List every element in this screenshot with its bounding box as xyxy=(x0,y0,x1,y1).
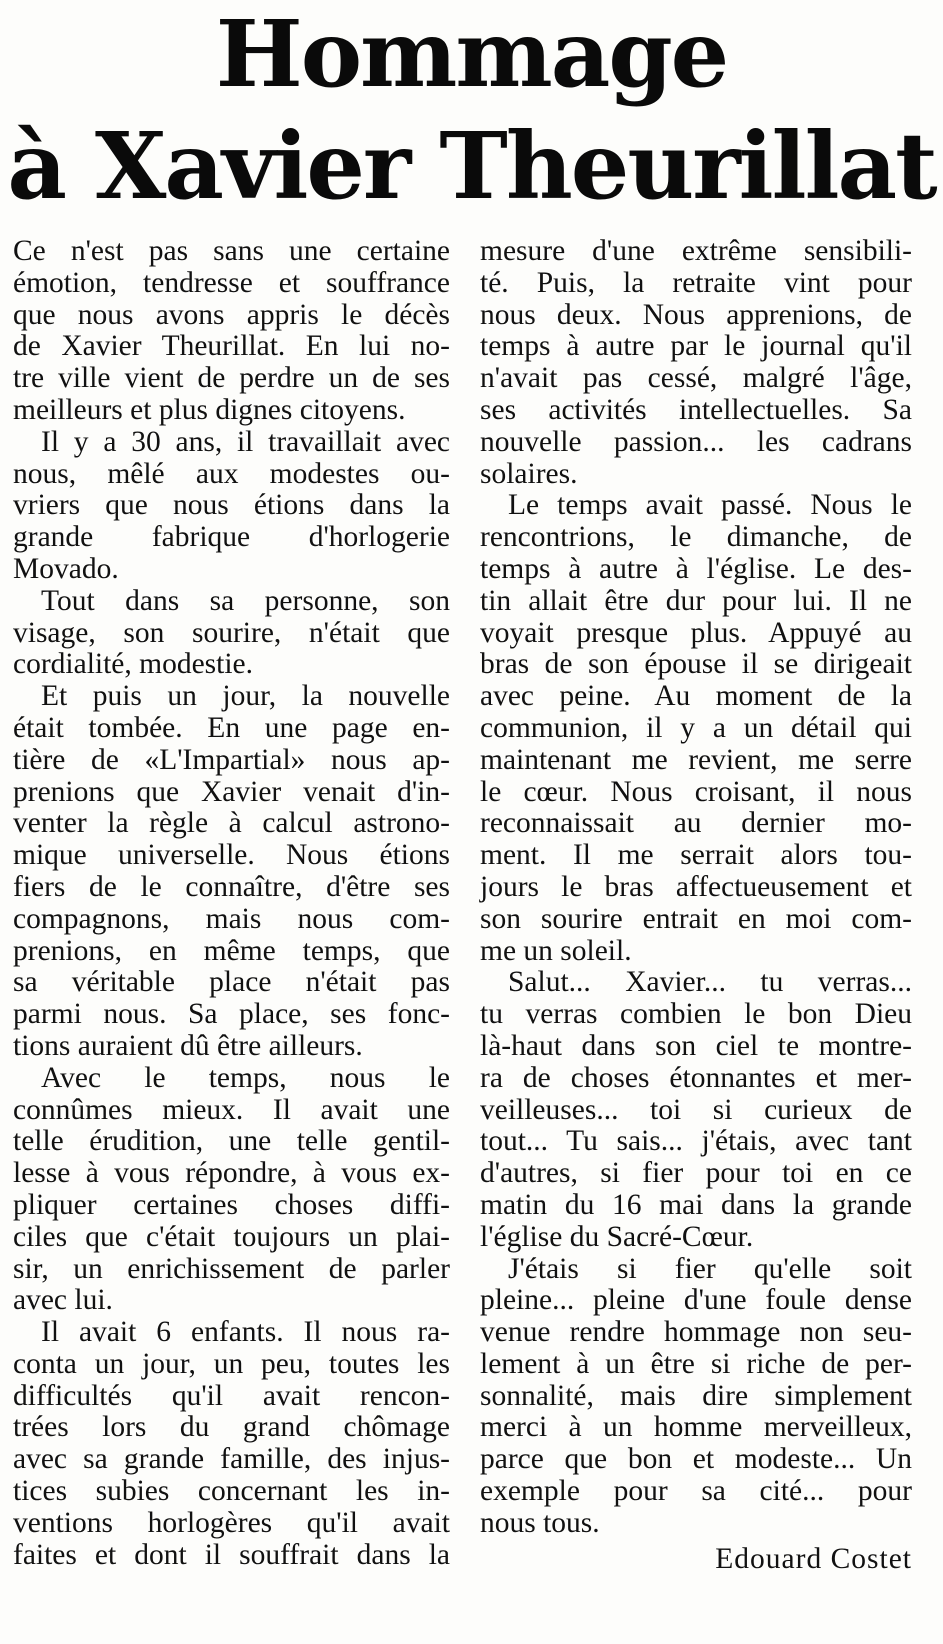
right-column-line: lement à un être si riche de per- xyxy=(480,1347,912,1380)
left-column-line: de Xavier Theurillat. En lui no- xyxy=(13,330,450,363)
left-column-line: Avec le temps, nous le xyxy=(41,1061,450,1094)
right-column-line: parce que bon et modeste... Un xyxy=(480,1443,912,1476)
right-column-line: reconnaissait au dernier mo- xyxy=(480,807,912,840)
headline-line-1: Hommage xyxy=(215,0,728,108)
right-column-line: Le temps avait passé. Nous le xyxy=(508,489,912,522)
left-column-line: vriers que nous étions dans la xyxy=(13,489,450,522)
left-column-line: telle érudition, une telle gentil- xyxy=(13,1125,450,1158)
left-column-line: compagnons, mais nous com- xyxy=(13,902,450,935)
left-column-line: faites et dont il souffrait dans la xyxy=(13,1538,450,1571)
article-column-right xyxy=(480,236,912,1575)
left-column-line: sa véritable place n'était pas xyxy=(13,966,450,999)
left-column-line: Il avait 6 enfants. Il nous ra- xyxy=(41,1316,450,1349)
right-column-line: merci à un homme merveilleux, xyxy=(480,1411,912,1444)
left-column-line: avec sa grande famille, des injus- xyxy=(13,1443,450,1476)
article-column-left xyxy=(13,236,450,1571)
right-column-line: ra de choses étonnantes et mer- xyxy=(480,1061,912,1094)
left-column-line: ciles que c'était toujours un plai- xyxy=(13,1220,450,1253)
right-column-line: nous deux. Nous apprenions, de xyxy=(480,298,912,331)
left-column-line: mique universelle. Nous étions xyxy=(13,839,450,872)
left-column-line: Tout dans sa personne, son xyxy=(41,584,450,617)
left-column-line: émotion, tendresse et souffrance xyxy=(13,266,450,299)
headline-line-2: à Xavier Theurillat xyxy=(7,112,936,220)
left-column-line: connûmes mieux. Il avait une xyxy=(13,1093,450,1126)
right-column-line: me un soleil. xyxy=(480,934,632,967)
left-column-line: tière de «L'Impartial» nous ap- xyxy=(13,743,450,776)
left-column-line: tices subies concernant les in- xyxy=(13,1475,450,1508)
right-column-line: veilleuses... toi si curieux de xyxy=(480,1093,912,1126)
right-column-line: tu verras combien le bon Dieu xyxy=(480,998,912,1031)
right-column-line: solaires. xyxy=(480,457,578,490)
left-column-line: cordialité, modestie. xyxy=(13,648,254,681)
left-column-line: sir, un enrichissement de parler xyxy=(13,1252,450,1285)
left-column-line: Il y a 30 ans, il travaillait avec xyxy=(41,425,450,458)
left-column-line: pliquer certaines choses diffi- xyxy=(13,1188,450,1221)
right-column-line: n'avait pas cessé, malgré l'âge, xyxy=(480,362,912,395)
right-column-line: J'étais si fier qu'elle soit xyxy=(508,1252,912,1285)
right-column-line: communion, il y a un détail qui xyxy=(480,711,912,744)
right-column-line: nouvelle passion... les cadrans xyxy=(480,425,912,458)
left-column-line: parmi nous. Sa place, ses fonc- xyxy=(13,998,450,1031)
author-signature: Edouard Costet xyxy=(715,1542,912,1575)
right-column-line: là-haut dans son ciel te montre- xyxy=(480,1029,912,1062)
left-column-line: était tombée. En une page en- xyxy=(13,711,450,744)
right-column-line: tin allait être dur pour lui. Il ne xyxy=(480,584,912,617)
right-column-line: maintenant me revient, me serre xyxy=(480,743,912,776)
right-column-line: venue rendre hommage non seu- xyxy=(480,1316,912,1349)
right-column-line: son sourire entrait en moi com- xyxy=(480,902,912,935)
left-column-line: tre ville vient de perdre un de ses xyxy=(13,362,450,395)
right-column-line: Salut... Xavier... tu verras... xyxy=(508,966,912,999)
right-column-line: tout... Tu sais... j'étais, avec tant xyxy=(480,1125,912,1158)
right-column-line: rencontrions, le dimanche, de xyxy=(480,521,912,554)
right-column-line: sonnalité, mais dire simplement xyxy=(480,1379,912,1412)
right-column-line: jours le bras affectueusement et xyxy=(480,870,912,903)
left-column-line: tions auraient dû être ailleurs. xyxy=(13,1029,363,1062)
left-column-line: lesse à vous répondre, à vous ex- xyxy=(13,1157,450,1190)
right-column-line: avec peine. Au moment de la xyxy=(480,680,912,713)
right-column-line: le cœur. Nous croisant, il nous xyxy=(480,775,912,808)
right-column-line: mesure d'une extrême sensibili- xyxy=(480,235,912,267)
left-column-line: trées lors du grand chômage xyxy=(13,1411,450,1444)
left-column-line: conta un jour, un peu, toutes les xyxy=(13,1347,450,1380)
left-column-line: prenions que Xavier venait d'in- xyxy=(13,775,450,808)
left-column-line: grande fabrique d'horlogerie xyxy=(13,521,450,554)
left-column-line: meilleurs et plus dignes citoyens. xyxy=(13,393,406,426)
left-column-line: ventions horlogères qu'il avait xyxy=(13,1506,450,1539)
right-column-line: d'autres, si fier pour toi en ce xyxy=(480,1157,912,1190)
right-column-line: temps à autre à l'église. Le des- xyxy=(480,552,912,585)
left-column-line: avec lui. xyxy=(13,1284,113,1317)
right-column-line: ses activités intellectuelles. Sa xyxy=(480,393,912,426)
right-column-line: l'église du Sacré-Cœur. xyxy=(480,1220,754,1253)
right-column-line: té. Puis, la retraite vint pour xyxy=(480,266,912,299)
right-column-line: temps à autre par le journal qu'il xyxy=(480,330,912,363)
left-column-line: nous, mêlé aux modestes ou- xyxy=(13,457,450,490)
right-column-line: matin du 16 mai dans la grande xyxy=(480,1188,912,1221)
left-column-line: que nous avons appris le décès xyxy=(13,298,450,331)
right-column-line: bras de son épouse il se dirigeait xyxy=(480,648,912,681)
left-column-line: visage, son sourire, n'était que xyxy=(13,616,450,649)
left-column-line: fiers de le connaître, d'être ses xyxy=(13,870,450,903)
left-column-line: difficultés qu'il avait rencon- xyxy=(13,1379,450,1412)
right-column-line: voyait presque plus. Appuyé au xyxy=(480,616,912,649)
left-column-line: Et puis un jour, la nouvelle xyxy=(41,680,450,713)
right-column-line: ment. Il me serrait alors tou- xyxy=(480,839,912,872)
left-column-line: venter la règle à calcul astrono- xyxy=(13,807,450,840)
right-column-line: pleine... pleine d'une foule dense xyxy=(480,1284,912,1317)
left-column-line: Ce n'est pas sans une certaine xyxy=(13,235,450,267)
right-column-line: exemple pour sa cité... pour xyxy=(480,1475,912,1508)
right-column-line: nous tous. xyxy=(480,1506,600,1539)
left-column-line: prenions, en même temps, que xyxy=(13,934,450,967)
left-column-line: Movado. xyxy=(13,552,119,585)
